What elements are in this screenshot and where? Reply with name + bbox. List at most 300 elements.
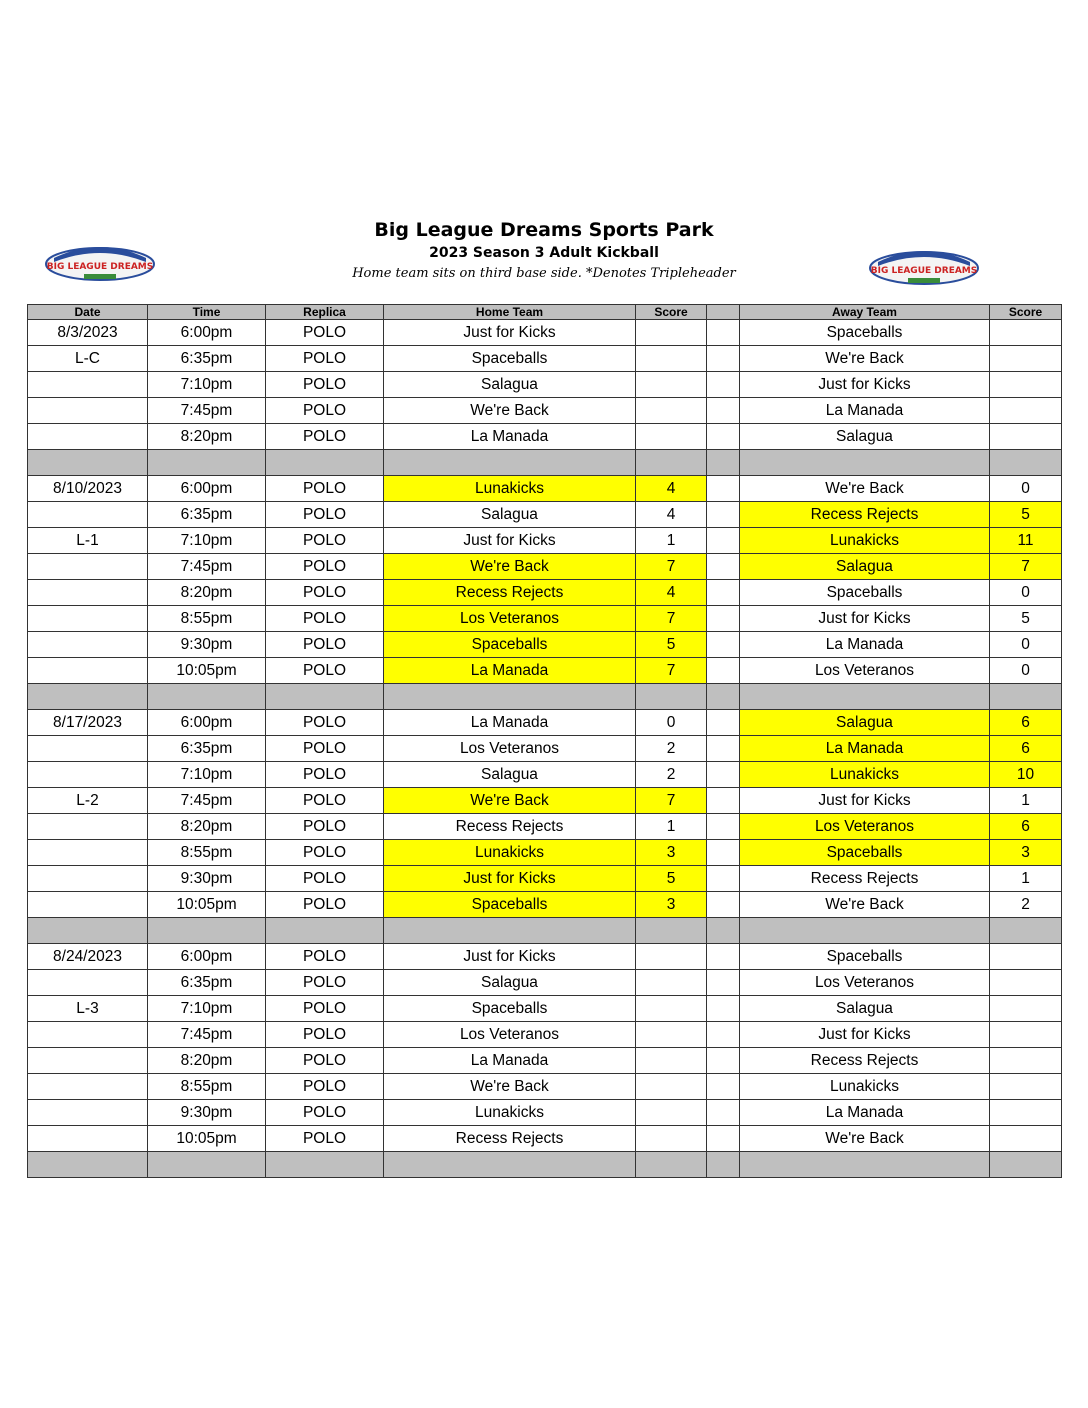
replica-cell: POLO — [266, 502, 384, 528]
table-row — [28, 788, 1062, 814]
home-team-cell: We're Back — [384, 788, 636, 814]
replica-cell: POLO — [266, 1022, 384, 1048]
page-title: Big League Dreams Sports Park — [374, 219, 714, 241]
away-team-cell: Just for Kicks — [740, 372, 990, 398]
time-cell: 8:55pm — [148, 1074, 266, 1100]
away-team-cell: Just for Kicks — [740, 606, 990, 632]
home-team-cell: We're Back — [384, 398, 636, 424]
replica-cell: POLO — [266, 892, 384, 918]
separator-cell — [266, 1152, 384, 1178]
spacer-cell — [707, 1022, 740, 1048]
replica-cell: POLO — [266, 632, 384, 658]
time-cell: 9:30pm — [148, 866, 266, 892]
time-cell: 10:05pm — [148, 1126, 266, 1152]
time-cell: 6:35pm — [148, 502, 266, 528]
replica-cell: POLO — [266, 398, 384, 424]
table-row — [28, 476, 1062, 502]
time-cell: 7:10pm — [148, 372, 266, 398]
table-row — [28, 632, 1062, 658]
spacer-cell — [707, 1048, 740, 1074]
away-score-cell — [990, 1074, 1062, 1100]
home-team-cell: Spaceballs — [384, 346, 636, 372]
away-team-cell: Lunakicks — [740, 528, 990, 554]
away-team-cell: Salagua — [740, 554, 990, 580]
spacer-cell — [707, 1074, 740, 1100]
away-score-cell — [990, 1100, 1062, 1126]
date-cell: 8/3/2023 — [28, 320, 148, 346]
away-score-cell — [990, 970, 1062, 996]
replica-cell: POLO — [266, 788, 384, 814]
away-score-cell — [990, 1048, 1062, 1074]
spacer-cell — [707, 424, 740, 450]
away-team-cell: Los Veteranos — [740, 814, 990, 840]
date-cell — [28, 1022, 148, 1048]
away-score-cell: 7 — [990, 554, 1062, 580]
time-cell: 7:45pm — [148, 398, 266, 424]
table-row — [28, 944, 1062, 970]
table-row — [28, 658, 1062, 684]
spacer-cell — [707, 476, 740, 502]
time-cell: 6:00pm — [148, 710, 266, 736]
away-score-cell — [990, 996, 1062, 1022]
away-score-cell: 0 — [990, 476, 1062, 502]
separator-cell — [636, 684, 707, 710]
away-team-cell: Los Veteranos — [740, 970, 990, 996]
home-score-cell: 5 — [636, 866, 707, 892]
time-cell: 7:45pm — [148, 1022, 266, 1048]
home-score-cell — [636, 346, 707, 372]
separator-cell — [148, 450, 266, 476]
table-row — [28, 346, 1062, 372]
home-score-cell: 3 — [636, 840, 707, 866]
separator-cell — [384, 918, 636, 944]
spacer-cell — [707, 398, 740, 424]
separator-cell — [740, 1152, 990, 1178]
replica-cell: POLO — [266, 970, 384, 996]
away-team-cell: Spaceballs — [740, 580, 990, 606]
date-cell — [28, 580, 148, 606]
home-score-cell — [636, 1022, 707, 1048]
separator-row — [28, 450, 1062, 476]
date-cell — [28, 658, 148, 684]
away-team-cell: Salagua — [740, 996, 990, 1022]
spacer-cell — [707, 606, 740, 632]
table-row — [28, 866, 1062, 892]
replica-cell: POLO — [266, 814, 384, 840]
away-team-cell: We're Back — [740, 476, 990, 502]
away-score-cell: 1 — [990, 866, 1062, 892]
table-row — [28, 1048, 1062, 1074]
spacer-cell — [707, 372, 740, 398]
separator-cell — [148, 1152, 266, 1178]
away-score-cell — [990, 1126, 1062, 1152]
table-row — [28, 424, 1062, 450]
page-subtitle: 2023 Season 3 Adult Kickball — [429, 245, 659, 261]
replica-cell: POLO — [266, 762, 384, 788]
time-cell: 7:45pm — [148, 788, 266, 814]
spacer-cell — [707, 866, 740, 892]
home-team-cell: Salagua — [384, 762, 636, 788]
date-cell — [28, 970, 148, 996]
replica-cell: POLO — [266, 346, 384, 372]
home-team-cell: Just for Kicks — [384, 866, 636, 892]
separator-cell — [266, 450, 384, 476]
date-cell — [28, 892, 148, 918]
time-cell: 8:55pm — [148, 606, 266, 632]
spacer-cell — [707, 736, 740, 762]
away-score-cell — [990, 1022, 1062, 1048]
col-date-header: Date — [28, 305, 148, 320]
away-score-cell: 6 — [990, 736, 1062, 762]
home-score-cell: 1 — [636, 528, 707, 554]
home-score-cell — [636, 996, 707, 1022]
logo-text: BIG LEAGUE DREAMS — [46, 262, 154, 272]
time-cell: 9:30pm — [148, 632, 266, 658]
separator-row — [28, 1152, 1062, 1178]
table-row — [28, 580, 1062, 606]
date-cell — [28, 1126, 148, 1152]
replica-cell: POLO — [266, 1048, 384, 1074]
time-cell: 6:00pm — [148, 944, 266, 970]
date-cell — [28, 424, 148, 450]
home-score-cell: 5 — [636, 632, 707, 658]
away-team-cell: La Manada — [740, 632, 990, 658]
time-cell: 8:20pm — [148, 424, 266, 450]
date-cell — [28, 606, 148, 632]
date-cell: L-C — [28, 346, 148, 372]
spacer-cell — [707, 632, 740, 658]
time-cell: 10:05pm — [148, 658, 266, 684]
away-score-cell: 5 — [990, 502, 1062, 528]
table-row — [28, 398, 1062, 424]
separator-cell — [707, 1152, 740, 1178]
date-cell — [28, 372, 148, 398]
table-row — [28, 320, 1062, 346]
home-team-cell: Spaceballs — [384, 632, 636, 658]
home-score-cell — [636, 944, 707, 970]
home-score-cell: 3 — [636, 892, 707, 918]
time-cell: 6:00pm — [148, 320, 266, 346]
separator-cell — [740, 684, 990, 710]
home-team-cell: Recess Rejects — [384, 814, 636, 840]
date-cell — [28, 736, 148, 762]
replica-cell: POLO — [266, 736, 384, 762]
separator-cell — [707, 450, 740, 476]
spacer-cell — [707, 892, 740, 918]
time-cell: 6:35pm — [148, 970, 266, 996]
away-team-cell: Recess Rejects — [740, 1048, 990, 1074]
home-team-cell: La Manada — [384, 658, 636, 684]
table-row — [28, 814, 1062, 840]
home-team-cell: Los Veteranos — [384, 606, 636, 632]
away-team-cell: Lunakicks — [740, 1074, 990, 1100]
home-team-cell: Salagua — [384, 502, 636, 528]
spacer-cell — [707, 996, 740, 1022]
col-spacer-header — [707, 305, 740, 320]
home-team-cell: Spaceballs — [384, 892, 636, 918]
spacer-cell — [707, 658, 740, 684]
separator-cell — [707, 918, 740, 944]
col-home-score-header: Score — [636, 305, 707, 320]
table-header-row — [28, 305, 1062, 320]
table-row — [28, 762, 1062, 788]
replica-cell: POLO — [266, 866, 384, 892]
away-score-cell — [990, 424, 1062, 450]
away-team-cell: We're Back — [740, 346, 990, 372]
table-row — [28, 970, 1062, 996]
spacer-cell — [707, 710, 740, 736]
home-score-cell: 2 — [636, 736, 707, 762]
spacer-cell — [707, 762, 740, 788]
home-team-cell: Salagua — [384, 372, 636, 398]
date-cell — [28, 840, 148, 866]
spacer-cell — [707, 944, 740, 970]
separator-cell — [990, 684, 1062, 710]
date-cell — [28, 398, 148, 424]
home-score-cell: 7 — [636, 606, 707, 632]
away-team-cell: Recess Rejects — [740, 866, 990, 892]
spacer-cell — [707, 502, 740, 528]
date-cell — [28, 762, 148, 788]
date-cell: 8/17/2023 — [28, 710, 148, 736]
separator-cell — [636, 1152, 707, 1178]
table-row — [28, 502, 1062, 528]
col-away-score-header: Score — [990, 305, 1062, 320]
date-cell — [28, 866, 148, 892]
home-team-cell: Los Veteranos — [384, 736, 636, 762]
date-cell: L-3 — [28, 996, 148, 1022]
away-score-cell — [990, 320, 1062, 346]
spacer-cell — [707, 528, 740, 554]
spacer-cell — [707, 814, 740, 840]
away-score-cell: 1 — [990, 788, 1062, 814]
replica-cell: POLO — [266, 580, 384, 606]
table-row — [28, 1022, 1062, 1048]
home-score-cell — [636, 1126, 707, 1152]
away-team-cell: Just for Kicks — [740, 788, 990, 814]
home-team-cell: Spaceballs — [384, 996, 636, 1022]
date-cell: 8/10/2023 — [28, 476, 148, 502]
time-cell: 6:35pm — [148, 736, 266, 762]
time-cell: 7:10pm — [148, 528, 266, 554]
col-replica-header: Replica — [266, 305, 384, 320]
replica-cell: POLO — [266, 476, 384, 502]
replica-cell: POLO — [266, 320, 384, 346]
away-team-cell: Spaceballs — [740, 840, 990, 866]
separator-cell — [384, 450, 636, 476]
separator-row — [28, 918, 1062, 944]
replica-cell: POLO — [266, 1074, 384, 1100]
home-score-cell — [636, 970, 707, 996]
time-cell: 10:05pm — [148, 892, 266, 918]
home-score-cell — [636, 1100, 707, 1126]
replica-cell: POLO — [266, 658, 384, 684]
separator-cell — [266, 684, 384, 710]
replica-cell: POLO — [266, 554, 384, 580]
home-score-cell — [636, 1048, 707, 1074]
home-team-cell: Recess Rejects — [384, 1126, 636, 1152]
separator-cell — [990, 450, 1062, 476]
date-cell — [28, 1074, 148, 1100]
away-team-cell: Salagua — [740, 710, 990, 736]
replica-cell: POLO — [266, 944, 384, 970]
away-score-cell: 5 — [990, 606, 1062, 632]
home-team-cell: Lunakicks — [384, 840, 636, 866]
home-team-cell: Salagua — [384, 970, 636, 996]
replica-cell: POLO — [266, 606, 384, 632]
separator-cell — [740, 918, 990, 944]
replica-cell: POLO — [266, 996, 384, 1022]
col-away-team-header: Away Team — [740, 305, 990, 320]
separator-cell — [384, 684, 636, 710]
home-score-cell — [636, 1074, 707, 1100]
home-score-cell: 2 — [636, 762, 707, 788]
date-cell: L-1 — [28, 528, 148, 554]
table-row — [28, 710, 1062, 736]
table-row — [28, 1126, 1062, 1152]
home-team-cell: We're Back — [384, 1074, 636, 1100]
time-cell: 8:20pm — [148, 1048, 266, 1074]
away-team-cell: Los Veteranos — [740, 658, 990, 684]
logo-text: BIG LEAGUE DREAMS — [870, 266, 978, 276]
away-team-cell: Spaceballs — [740, 944, 990, 970]
replica-cell: POLO — [266, 528, 384, 554]
replica-cell: POLO — [266, 424, 384, 450]
away-score-cell: 0 — [990, 658, 1062, 684]
away-team-cell: Recess Rejects — [740, 502, 990, 528]
replica-cell: POLO — [266, 1126, 384, 1152]
away-score-cell — [990, 398, 1062, 424]
home-team-cell: Recess Rejects — [384, 580, 636, 606]
separator-cell — [636, 918, 707, 944]
home-score-cell: 4 — [636, 580, 707, 606]
away-score-cell: 0 — [990, 580, 1062, 606]
date-cell — [28, 632, 148, 658]
home-score-cell — [636, 320, 707, 346]
separator-cell — [707, 684, 740, 710]
home-score-cell: 0 — [636, 710, 707, 736]
away-team-cell: La Manada — [740, 736, 990, 762]
spacer-cell — [707, 580, 740, 606]
col-home-team-header: Home Team — [384, 305, 636, 320]
spacer-cell — [707, 346, 740, 372]
spacer-cell — [707, 554, 740, 580]
away-team-cell: We're Back — [740, 892, 990, 918]
col-time-header: Time — [148, 305, 266, 320]
spacer-cell — [707, 970, 740, 996]
separator-cell — [266, 918, 384, 944]
table-row — [28, 892, 1062, 918]
away-score-cell — [990, 372, 1062, 398]
home-score-cell — [636, 372, 707, 398]
separator-cell — [636, 450, 707, 476]
away-score-cell: 6 — [990, 710, 1062, 736]
table-row — [28, 1100, 1062, 1126]
home-team-cell: La Manada — [384, 1048, 636, 1074]
replica-cell: POLO — [266, 1100, 384, 1126]
table-row — [28, 1074, 1062, 1100]
replica-cell: POLO — [266, 372, 384, 398]
separator-cell — [28, 1152, 148, 1178]
document-header — [0, 218, 1088, 284]
home-score-cell: 4 — [636, 476, 707, 502]
time-cell: 6:00pm — [148, 476, 266, 502]
table-row — [28, 996, 1062, 1022]
home-score-cell: 1 — [636, 814, 707, 840]
home-team-cell: Just for Kicks — [384, 944, 636, 970]
spacer-cell — [707, 320, 740, 346]
time-cell: 8:20pm — [148, 814, 266, 840]
separator-cell — [384, 1152, 636, 1178]
spacer-cell — [707, 788, 740, 814]
away-score-cell: 3 — [990, 840, 1062, 866]
schedule-table — [27, 304, 1062, 1178]
date-cell — [28, 814, 148, 840]
separator-cell — [28, 450, 148, 476]
home-team-cell: Los Veteranos — [384, 1022, 636, 1048]
table-row — [28, 840, 1062, 866]
time-cell: 9:30pm — [148, 1100, 266, 1126]
home-score-cell: 7 — [636, 658, 707, 684]
time-cell: 6:35pm — [148, 346, 266, 372]
date-cell — [28, 502, 148, 528]
replica-cell: POLO — [266, 710, 384, 736]
separator-cell — [148, 918, 266, 944]
home-team-cell: Just for Kicks — [384, 320, 636, 346]
table-row — [28, 528, 1062, 554]
separator-cell — [148, 684, 266, 710]
time-cell: 7:10pm — [148, 996, 266, 1022]
home-team-cell: La Manada — [384, 424, 636, 450]
home-score-cell: 7 — [636, 788, 707, 814]
table-row — [28, 736, 1062, 762]
separator-cell — [28, 684, 148, 710]
home-score-cell: 4 — [636, 502, 707, 528]
home-team-cell: La Manada — [384, 710, 636, 736]
away-team-cell: La Manada — [740, 1100, 990, 1126]
home-team-cell: Lunakicks — [384, 1100, 636, 1126]
separator-cell — [990, 1152, 1062, 1178]
date-cell: L-2 — [28, 788, 148, 814]
away-team-cell: Salagua — [740, 424, 990, 450]
time-cell: 8:55pm — [148, 840, 266, 866]
date-cell — [28, 1100, 148, 1126]
spacer-cell — [707, 840, 740, 866]
away-score-cell: 10 — [990, 762, 1062, 788]
table-row — [28, 606, 1062, 632]
home-team-cell: We're Back — [384, 554, 636, 580]
separator-cell — [990, 918, 1062, 944]
replica-cell: POLO — [266, 840, 384, 866]
table-row — [28, 372, 1062, 398]
time-cell: 7:10pm — [148, 762, 266, 788]
away-team-cell: Spaceballs — [740, 320, 990, 346]
away-team-cell: La Manada — [740, 398, 990, 424]
away-score-cell: 11 — [990, 528, 1062, 554]
away-score-cell: 0 — [990, 632, 1062, 658]
away-team-cell: We're Back — [740, 1126, 990, 1152]
spacer-cell — [707, 1126, 740, 1152]
away-score-cell — [990, 944, 1062, 970]
date-cell — [28, 554, 148, 580]
home-score-cell — [636, 424, 707, 450]
home-score-cell: 7 — [636, 554, 707, 580]
home-score-cell — [636, 398, 707, 424]
away-score-cell: 2 — [990, 892, 1062, 918]
spacer-cell — [707, 1100, 740, 1126]
time-cell: 7:45pm — [148, 554, 266, 580]
separator-cell — [740, 450, 990, 476]
